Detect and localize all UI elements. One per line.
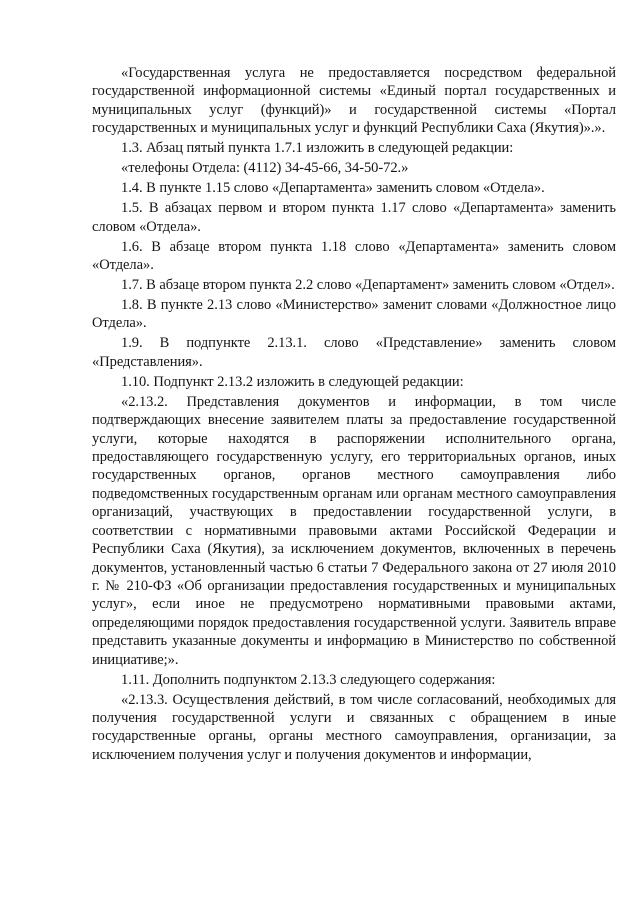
paragraph-1-11: 1.11. Дополнить подпунктом 2.13.3 следующего содержания: xyxy=(121,671,496,688)
paragraph-2-13-3-text: «2.13.3. Осуществления действий, в том числе согласований, необходимых для получения государственной услуги и связанных с обращением в иные государственные органы, органы местного самоуправления, организации, за исключением получения услуг и получения документов и информации, xyxy=(92,691,616,763)
paragraph-phones: «телефоны Отдела: (4112) 34-45-66, 34-50-72.» xyxy=(121,160,409,177)
paragraph-1-5: 1.5. В абзацах первом и втором пункта 1.17 слово «Департамента» заменить словом «Отдела». xyxy=(92,200,616,235)
paragraph-1-8: 1.8. В пункте 2.13 слово «Министерство» заменит словами «Должностное лицо Отдела». xyxy=(92,297,616,332)
paragraph-2-13-2-text: «2.13.2. Представления документов и информации, в том числе подтверждающих внесение заявителем платы за предоставление государственной услуги, которые находятся в распоряжении исполнительного органа, предоставляющего государственную услугу, его территориальных органов, иных государственных органов, органов местного самоуправления либо подведомственных государственным органам или органам местного самоуправления организаций, участвующих в предоставлении государственной услуги, в соответствии с нормативными правовыми актами Российской Федерации и Республики Саха (Якутия), за исключением документов, включенных в перечень документов, установленный частью 6 статьи 7 Федерального закона от 27 июля 2010 г. № 210-ФЗ «Об организации предоставления государственных и муниципальных услуг», если иное не предусмотрено нормативными правовыми актами, определяющими порядок предоставления государственной услуги. Заявитель вправе представить указанные документы и информацию в Министерство по собственной инициативе;». xyxy=(92,393,616,668)
paragraph-portal-clause: «Государственная услуга не предоставляется посредством федеральной государственной информационной системы «Единый портал государственных и муниципальных услуг (функций)» и государственной системы «Портал государственных и муниципальных услуг и функций Республики Саха (Якутия)».». xyxy=(92,65,616,137)
document-page xyxy=(92,64,616,766)
paragraph-1-4: 1.4. В пункте 1.15 слово «Департамента» заменить словом «Отдела». xyxy=(121,180,545,197)
paragraph-1-10: 1.10. Подпункт 2.13.2 изложить в следующей редакции: xyxy=(121,373,464,390)
paragraph-1-6: 1.6. В абзаце втором пункта 1.18 слово «Департамента» заменить словом «Отдела». xyxy=(92,238,616,274)
paragraph-1-3: 1.3. Абзац пятый пункта 1.7.1 изложить в следующей редакции: xyxy=(121,140,514,157)
paragraph-1-9: 1.9. В подпункте 2.13.1. слово «Представление» заменить словом «Представления». xyxy=(92,335,616,370)
paragraph-1-7: 1.7. В абзаце втором пункта 2.2 слово «Департамент» заменить словом «Отдел». xyxy=(121,277,615,294)
